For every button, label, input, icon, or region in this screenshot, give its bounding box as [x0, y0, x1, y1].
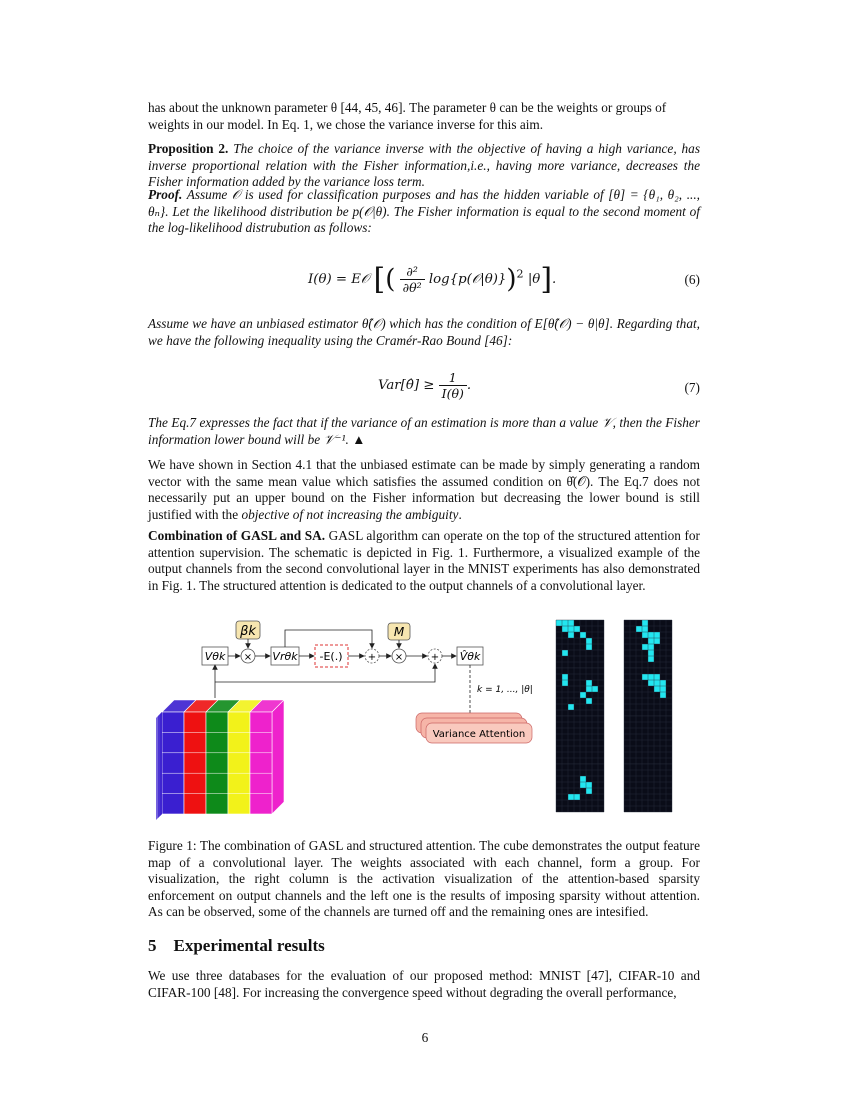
v-theta-box: [202, 647, 228, 665]
neg-expectation-box: [315, 645, 348, 667]
proof-text: Assume 𝒪 is used for classification purposes and has the hidden variable of [θ] = {θ₁, θ₂, ..., θₙ}. Let the likelihood distribution be p(𝒪|θ). The Fisher information is equal to the second moment of the log-likelihood distrubution as follows:: [148, 187, 701, 236]
eq7-number: (7): [684, 380, 700, 395]
plus-node-2: [428, 649, 442, 663]
v-hat-label: V̂θk: [459, 650, 481, 663]
svg-text:×: ×: [394, 652, 404, 663]
estimator-text: Assume we have an unbiased estimator θ̂(𝒪) which has the condition of E[θ̂(𝒪) − θ|θ]. Regarding that, we have the following inequality using the Cramér-Rao Bound [46]:: [148, 316, 700, 348]
figure-1: [150, 612, 700, 822]
intro-line-2: weights in our model. In Eq. 1, we chose the variance inverse for this aim.: [148, 116, 544, 132]
paragraph-shown: [148, 457, 700, 523]
plus-node-1: [365, 649, 379, 663]
v-theta-label: Vθk: [204, 650, 226, 663]
svg-text:×: ×: [243, 652, 253, 663]
intro-line-1: has about the unknown parameter θ [44, 45, 46]. The parameter θ can be the weights or groups of: [148, 100, 667, 115]
eq6-denominator: ∂θ²: [402, 280, 422, 295]
shown-text-a: We have shown in Section 4.1 that the unbiased estimate can be made by simply generating a random vector with the same mean value which satisfies the assumed condition on θ̂(𝒪). The Eq.7 does not necessarily put an upper bound on the Fisher information but decreasing the lower bound is still justified with the: [148, 457, 700, 522]
variance-attention-label: Variance Attention: [432, 729, 526, 740]
v-r-box: [271, 647, 299, 665]
figure-caption: [148, 838, 700, 921]
paragraph-estimator: [148, 316, 700, 349]
neg-e-label: -E(.): [319, 650, 343, 663]
experiments-text: We use three databases for the evaluation of our proposed method: MNIST [47], CIFAR-10 and CIFAR-100 [48]. For increasing the convergence speed without degrading the overall performance,: [148, 968, 700, 1000]
times-node-2: [392, 649, 406, 663]
eq6-body: log{p(𝒪|θ)}: [428, 272, 507, 287]
shown-text-b: .: [458, 506, 462, 522]
qed-icon: ▲: [352, 431, 366, 447]
eq6-tail: |θ: [527, 272, 541, 287]
m-label: M: [393, 625, 405, 639]
proof-label: Proof.: [148, 187, 183, 202]
section-heading: [148, 936, 325, 956]
eq6-number: (6): [684, 272, 700, 287]
paragraph-intro: [148, 100, 700, 133]
beta-label: βk: [240, 624, 256, 639]
proof-paragraph: [148, 187, 700, 237]
m-box: [388, 623, 410, 640]
k-range-label: k = 1, ..., |θ|: [477, 685, 533, 695]
feature-map-cube: [156, 700, 284, 820]
caption-text: Figure 1: The combination of GASL and structured attention. The cube demonstrates the output feature map of a convolutional layer. The weights associated with each channel, form a group. For visualization, the right column is the activation visualization of the attention-based sparsity enforcement on output channels and the left one is the results of imposing sparsity without attention. As can be observed, some of the channels are turned off and the remaining ones are intesified.: [148, 838, 700, 920]
paragraph-experiments: [148, 968, 700, 1001]
beta-box: [236, 621, 260, 639]
combination-label: Combination of GASL and SA.: [148, 528, 326, 543]
v-r-label: Vrθk: [272, 650, 298, 663]
variance-attention-stack: [416, 713, 532, 743]
eq7-lhs: Var[θ̂] ≥: [378, 378, 435, 393]
paragraph-eq7: [148, 415, 700, 448]
eq7-explanation: The Eq.7 expresses the fact that if the variance of an estimation is more than a value 𝒱, then the Fisher information lower bound will be 𝒱⁻¹.: [148, 415, 700, 447]
activation-grids: [556, 620, 672, 812]
proposition-label: Proposition 2.: [148, 141, 229, 156]
equation-7: Var[θ̂] ≥ $\frac{1}{I(\theta)}$ . (7): [378, 370, 700, 401]
paragraph-combination: [148, 528, 700, 594]
svg-text:+: +: [430, 652, 440, 663]
page-number: 6: [421, 1030, 429, 1045]
combination-text: GASL algorithm can operate on the top of the structured attention for attention supervision. The schematic is depicted in Fig. 1. Furthermore, a visualized example of the output channels from the second convolutional layer in the MNIST experiments has also demonstrated in Fig. 1. The structured attention is dedicated to the output channels of a convolutional layer.: [148, 528, 700, 593]
section-title: Experimental results: [173, 936, 325, 955]
section-number: 5: [148, 936, 157, 955]
eq6-lhs: I(θ) = E𝒪: [308, 272, 370, 287]
eq7-denominator: I(θ): [441, 386, 464, 401]
eq7-numerator: 1: [439, 370, 467, 386]
svg-text:+: +: [367, 652, 377, 663]
shown-text-italic: objective of not increasing the ambiguity: [241, 506, 459, 522]
equation-6: I(θ) = E𝒪 [( $\frac{\text{∂²}}{\text{∂θ²}}$ log{p(𝒪|θ)})$^2$ |θ]. (6): [308, 262, 700, 297]
times-node-1: [241, 649, 255, 663]
proposition-2: [148, 141, 700, 191]
proposition-text: The choice of the variance inverse with the objective of having a high variance, has inverse proportional relation with the Fisher information,i.e., having more variance, decreases the Fisher information added by the variance loss term.: [148, 141, 701, 190]
eq6-numerator: ∂²: [400, 264, 425, 280]
v-hat-box: [457, 647, 483, 665]
